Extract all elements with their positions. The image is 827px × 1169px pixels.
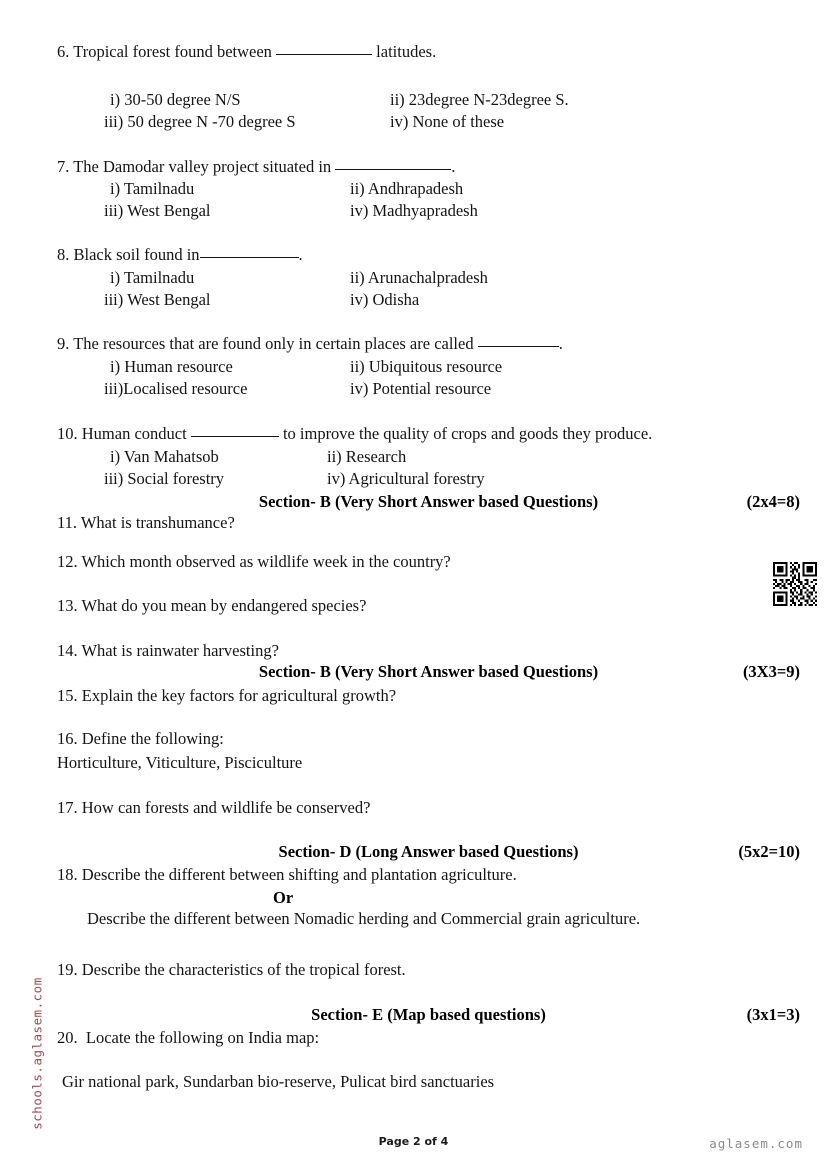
question-8-option-i: i) Tamilnadu	[110, 268, 195, 287]
fill-blank-6	[276, 42, 372, 55]
section-e-title: Section- E (Map based questions)	[311, 1005, 546, 1024]
corner-watermark: aglasem.com	[709, 1136, 803, 1151]
question-10-option-iv: iv) Agricultural forestry	[327, 469, 485, 488]
fill-blank-8	[200, 245, 299, 258]
question-8-stem-after: .	[298, 245, 303, 264]
question-7-option-i: i) Tamilnadu	[110, 179, 195, 198]
question-8-option-iv: iv) Odisha	[350, 290, 420, 309]
question-13: 13. What do you mean by endangered species?	[57, 596, 367, 615]
question-6-stem	[57, 42, 436, 62]
question-7-option-iv: iv) Madhyapradesh	[350, 201, 478, 220]
question-7-stem-after: .	[451, 157, 456, 176]
question-20: 20. Locate the following on India map:	[57, 1028, 320, 1047]
section-b-second-heading-row	[57, 661, 800, 682]
fill-blank-10	[191, 424, 279, 437]
question-12: 12. Which month observed as wildlife week in the country?	[57, 552, 451, 571]
section-e-heading-row	[57, 1004, 800, 1025]
question-6-option-iii: iii) 50 degree N -70 degree S	[104, 112, 296, 131]
question-17: 17. How can forests and wildlife be conserved?	[57, 798, 371, 817]
question-6-option-i: i) 30-50 degree N/S	[110, 90, 241, 109]
question-10-option-iii: iii) Social forestry	[104, 469, 225, 488]
fill-blank-9	[478, 334, 559, 347]
question-10-stem-after: to improve the quality of crops and goods they produce.	[278, 424, 653, 443]
question-11: 11. What is transhumance?	[57, 513, 235, 532]
section-b-second-marks: (3X3=9)	[742, 662, 800, 681]
question-7-stem	[57, 157, 455, 177]
section-b-first-title: Section- B (Very Short Answer based Questions)	[258, 492, 599, 511]
question-8-stem	[57, 245, 303, 265]
fill-blank-7	[335, 157, 451, 170]
question-10-stem-before: 10. Human conduct	[57, 424, 191, 443]
section-b-first-marks: (2x4=8)	[746, 492, 800, 511]
section-b-first-heading-row	[57, 491, 800, 512]
question-19: 19. Describe the characteristics of the tropical forest.	[57, 960, 406, 979]
question-9-option-iv: iv) Potential resource	[350, 379, 492, 398]
question-7-option-ii: ii) Andhrapadesh	[350, 179, 464, 198]
question-6-option-iv: iv) None of these	[390, 112, 505, 131]
question-9-stem	[57, 334, 563, 354]
question-9-stem-before: 9. The resources that are found only in certain places are called	[57, 334, 478, 353]
section-d-marks: (5x2=10)	[738, 842, 800, 861]
question-8-option-ii: ii) Arunachalpradesh	[350, 268, 488, 287]
question-9-option-ii: ii) Ubiquitous resource	[350, 357, 503, 376]
question-6-option-ii: ii) 23degree N-23degree S.	[390, 90, 569, 109]
question-8-option-iii: iii) West Bengal	[104, 290, 211, 309]
question-9-option-i: i) Human resource	[110, 357, 233, 376]
section-b-second-title: Section- B (Very Short Answer based Questions)	[258, 662, 599, 681]
question-10-stem	[57, 424, 652, 444]
question-18-or-label: Or	[273, 888, 294, 907]
question-7-option-iii: iii) West Bengal	[104, 201, 211, 220]
question-6-stem-after: latitudes.	[372, 42, 437, 61]
question-10-option-ii: ii) Research	[327, 447, 407, 466]
question-7-stem-before: 7. The Damodar valley project situated in	[57, 157, 336, 176]
question-8-stem-before: 8. Black soil found in	[57, 245, 200, 264]
question-16: 16. Define the following:	[57, 729, 224, 748]
qr-code	[773, 562, 817, 606]
question-9-stem-after: .	[558, 334, 563, 353]
question-18-alternative: Describe the different between Nomadic herding and Commercial grain agriculture.	[87, 909, 641, 928]
question-18: 18. Describe the different between shifting and plantation agriculture.	[57, 865, 517, 884]
section-d-heading-row	[57, 841, 800, 862]
question-10-option-i: i) Van Mahatsob	[110, 447, 219, 466]
footer-page-number: Page 2 of 4	[378, 1135, 449, 1148]
question-20-items: Gir national park, Sundarban bio-reserve, Pulicat bird sanctuaries	[62, 1072, 495, 1091]
section-d-title: Section- D (Long Answer based Questions)	[278, 842, 579, 861]
section-e-marks: (3x1=3)	[746, 1005, 800, 1024]
question-9-option-iii: iii)Localised resource	[104, 379, 248, 398]
question-15: 15. Explain the key factors for agricultural growth?	[57, 686, 397, 705]
side-watermark: schools.aglasem.com	[29, 977, 45, 1130]
question-14: 14. What is rainwater harvesting?	[57, 641, 279, 660]
question-16-items: Horticulture, Viticulture, Pisciculture	[57, 753, 303, 772]
question-6-stem-before: 6. Tropical forest found between	[57, 42, 277, 61]
